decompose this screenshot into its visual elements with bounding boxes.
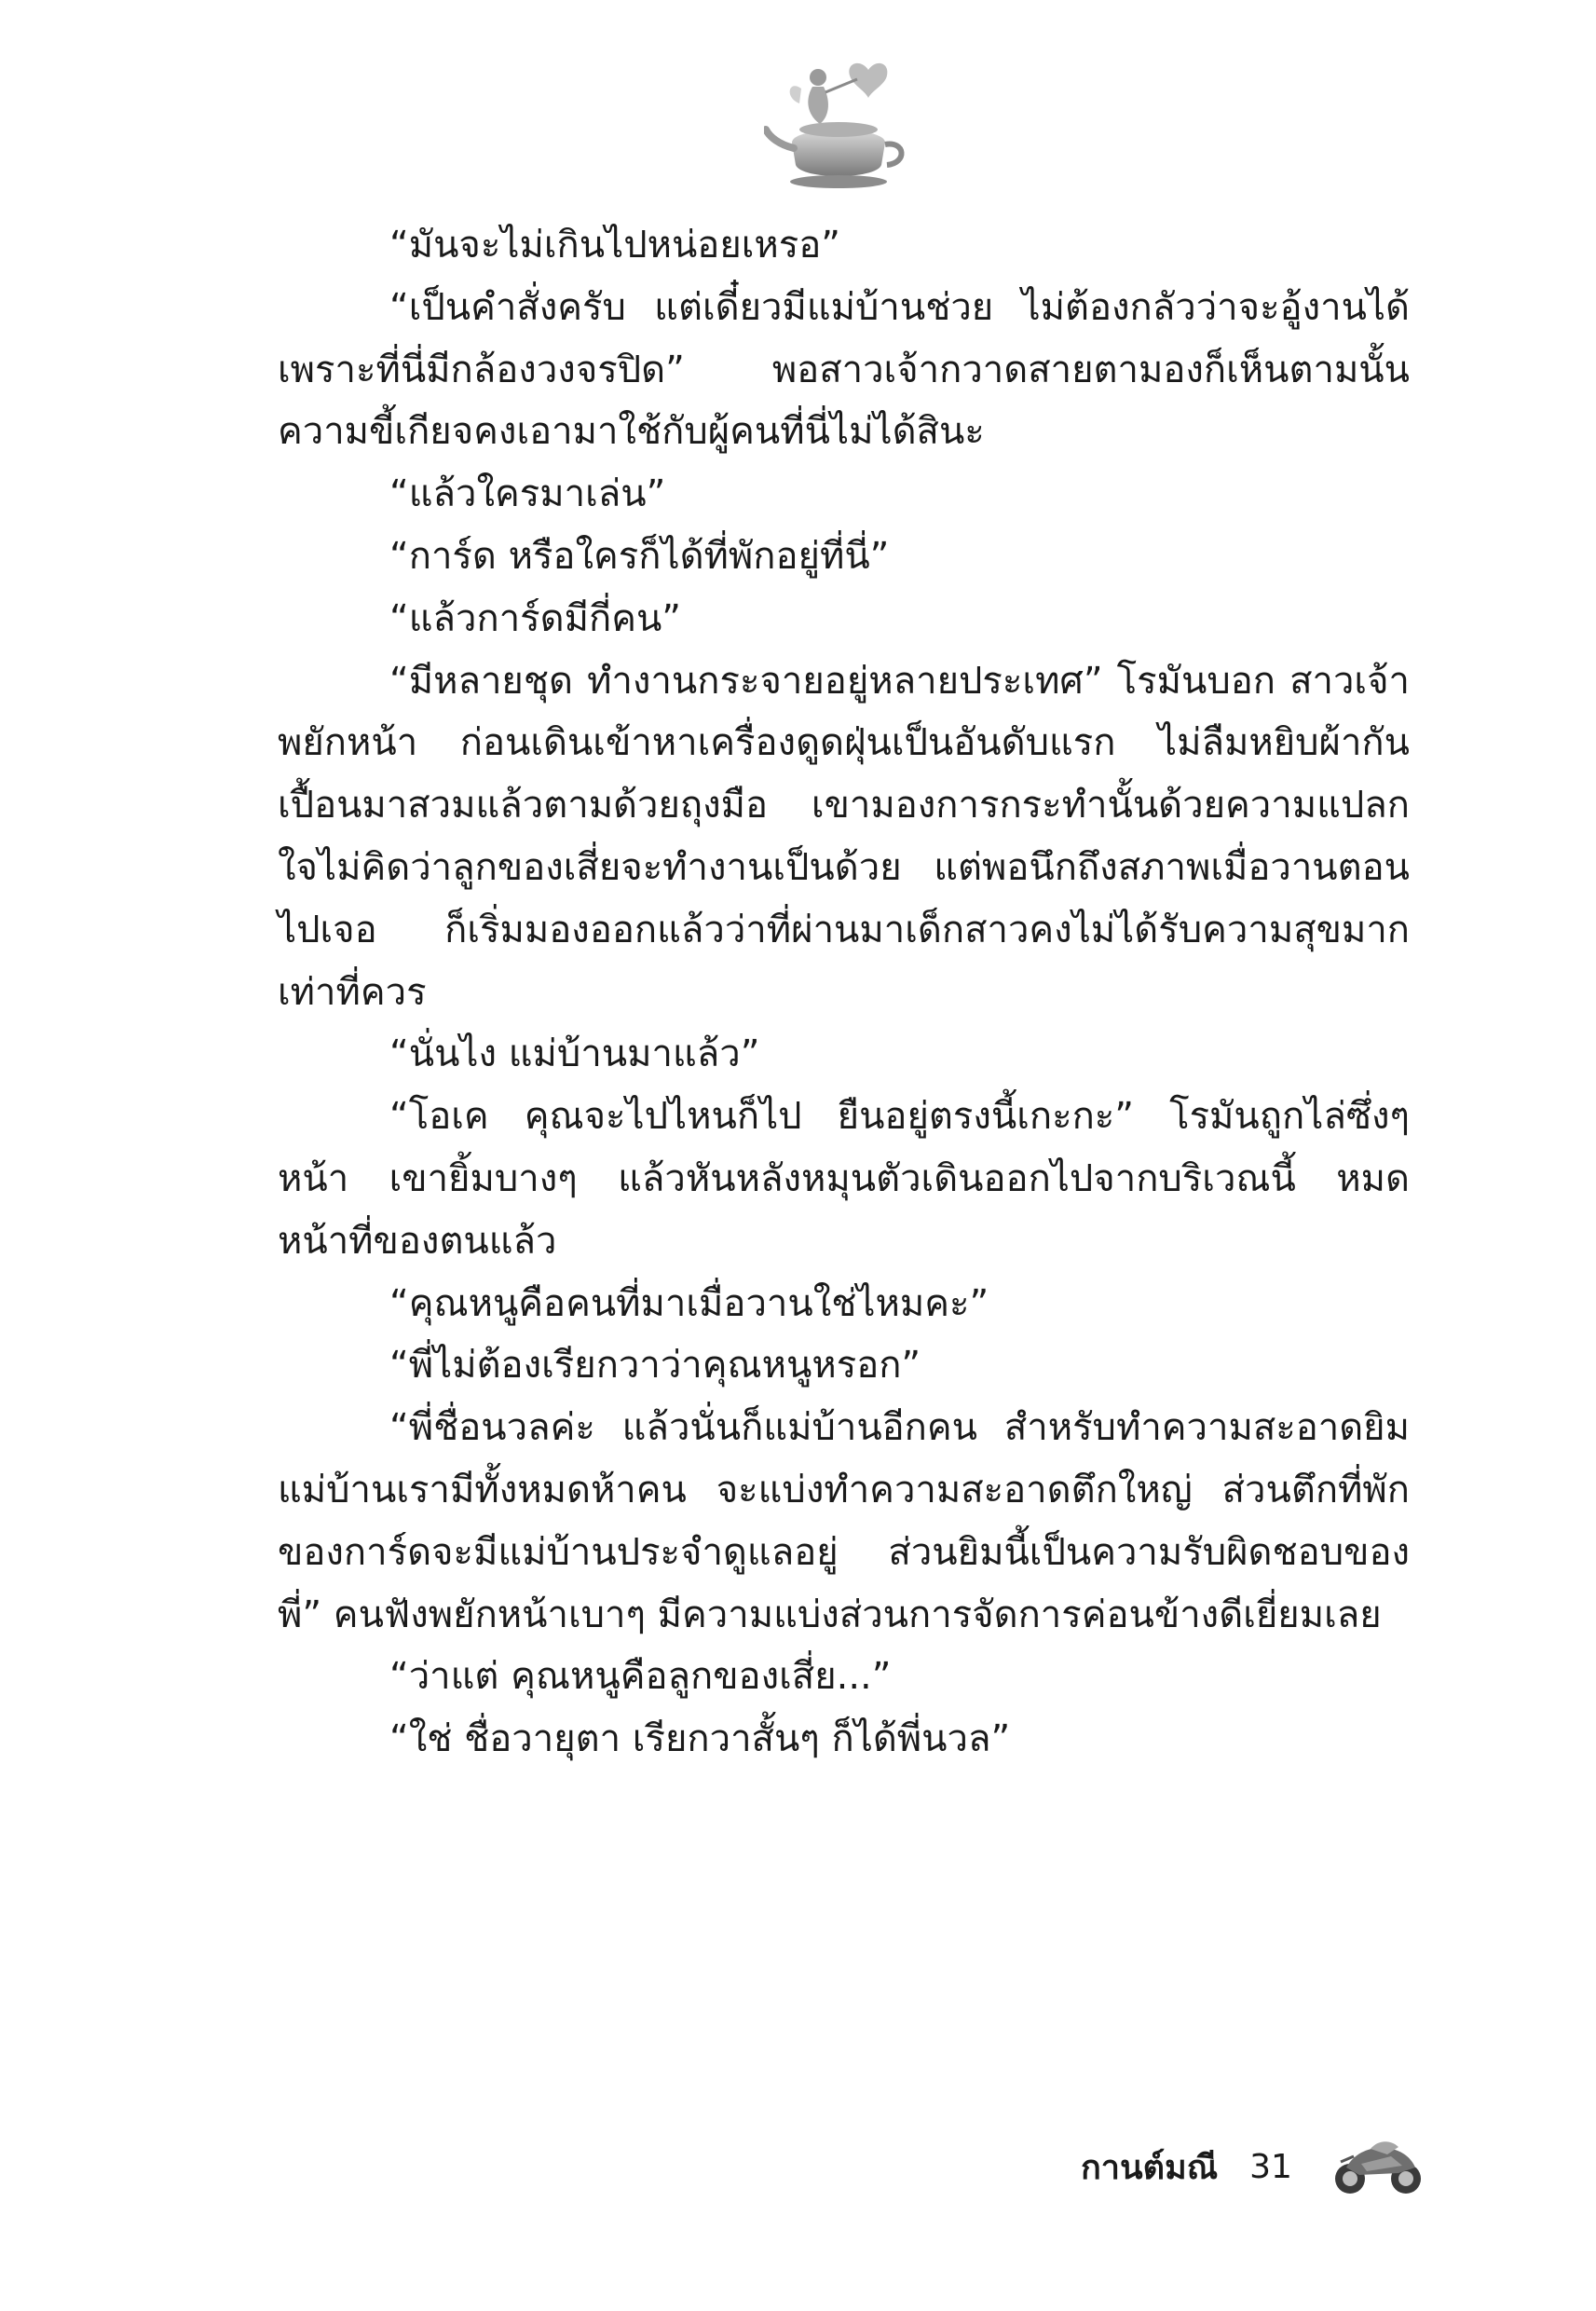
paragraph: “มีหลายชุด ทำงานกระจายอยู่หลายประเทศ” โรมันบอก สาวเจ้าพยักหน้า ก่อนเดินเข้าหาเครื่องดูดฝุ่นเป็นอันดับแรก ไม่ลืมหยิบผ้ากันเปื้อนมาสวมแล้วตามด้วยถุงมือ เขามองการกระทำนั้นด้วยความแปลกใจไม่คิดว่าลูกของเสี่ยจะทำงานเป็นด้วย แต่พอนึกถึงสภาพเมื่อวานตอนไปเจอ ก็เริ่มมองออกแล้วว่าที่ผ่านมาเด็กสาวคงไม่ได้รับความสุขมากเท่าที่ควร (278, 659, 1410, 1014)
paragraph: “พี่ชื่อนวลค่ะ แล้วนั่นก็แม่บ้านอีกคน สำหรับทำความสะอาดยิม แม่บ้านเรามีทั้งหมดห้าคน จะแบ่งทำความสะอาดตึกใหญ่ ส่วนตึกที่พักของการ์ดจะมีแม่บ้านประจำดูแลอยู่ ส่วนยิมนี้เป็นความรับผิดชอบของพี่” คนฟังพยักหน้าเบาๆ มีความแบ่งส่วนการจัดการค่อนข้างดีเยี่ยมเลย (278, 1406, 1410, 1636)
paragraph: “ว่าแต่ คุณหนูคือลูกของเสี่ย...” (389, 1655, 892, 1699)
author-name: กานต์มณี (1081, 2148, 1219, 2187)
paragraph: “ใช่ ชื่อวายุตา เรียกวาสั้นๆ ก็ได้พี่นวล” (389, 1717, 1011, 1761)
paragraph: “โอเค คุณจะไปไหนก็ไป ยืนอยู่ตรงนี้เกะกะ” โรมันถูกไล่ซึ่งๆ หน้า เขายิ้มบางๆ แล้วหันหลังหมุนตัวเดินออกไปจากบริเวณนี้ หมดหน้าที่ของตนแล้ว (278, 1095, 1410, 1263)
paragraph: “มันจะไม่เกินไปหน่อยเหรอ” (389, 224, 841, 267)
paragraph: “เป็นคำสั่งครับ แต่เดี๋ยวมีแม่บ้านช่วย ไม่ต้องกลัวว่าจะอู้งานได้ เพราะที่นี่มีกล้องวงจรปิด” พอสาวเจ้ากวาดสายตามองก็เห็นตามนั้น ความขี้เกียจคงเอามาใช้กับผู้คนที่นี่ไม่ได้สินะ (278, 285, 1410, 454)
motorcycle-icon (1333, 2136, 1423, 2197)
paragraph: “การ์ด หรือใครก็ได้ที่พักอยู่ที่นี่” (389, 534, 890, 578)
paragraph: “นั่นไง แม่บ้านมาแล้ว” (389, 1032, 760, 1076)
page-footer (1081, 2134, 1423, 2199)
page-number: 31 (1249, 2147, 1292, 2186)
cupid-teapot-icon (764, 51, 913, 191)
body-text (278, 214, 1410, 1771)
paragraph: “แล้วใครมาเล่น” (389, 472, 666, 516)
paragraph: “คุณหนูคือคนที่มาเมื่อวานใช่ไหมคะ” (389, 1281, 989, 1325)
paragraph: “พี่ไม่ต้องเรียกวาว่าคุณหนูหรอก” (389, 1344, 921, 1388)
paragraph: “แล้วการ์ดมีกี่คน” (389, 596, 682, 640)
